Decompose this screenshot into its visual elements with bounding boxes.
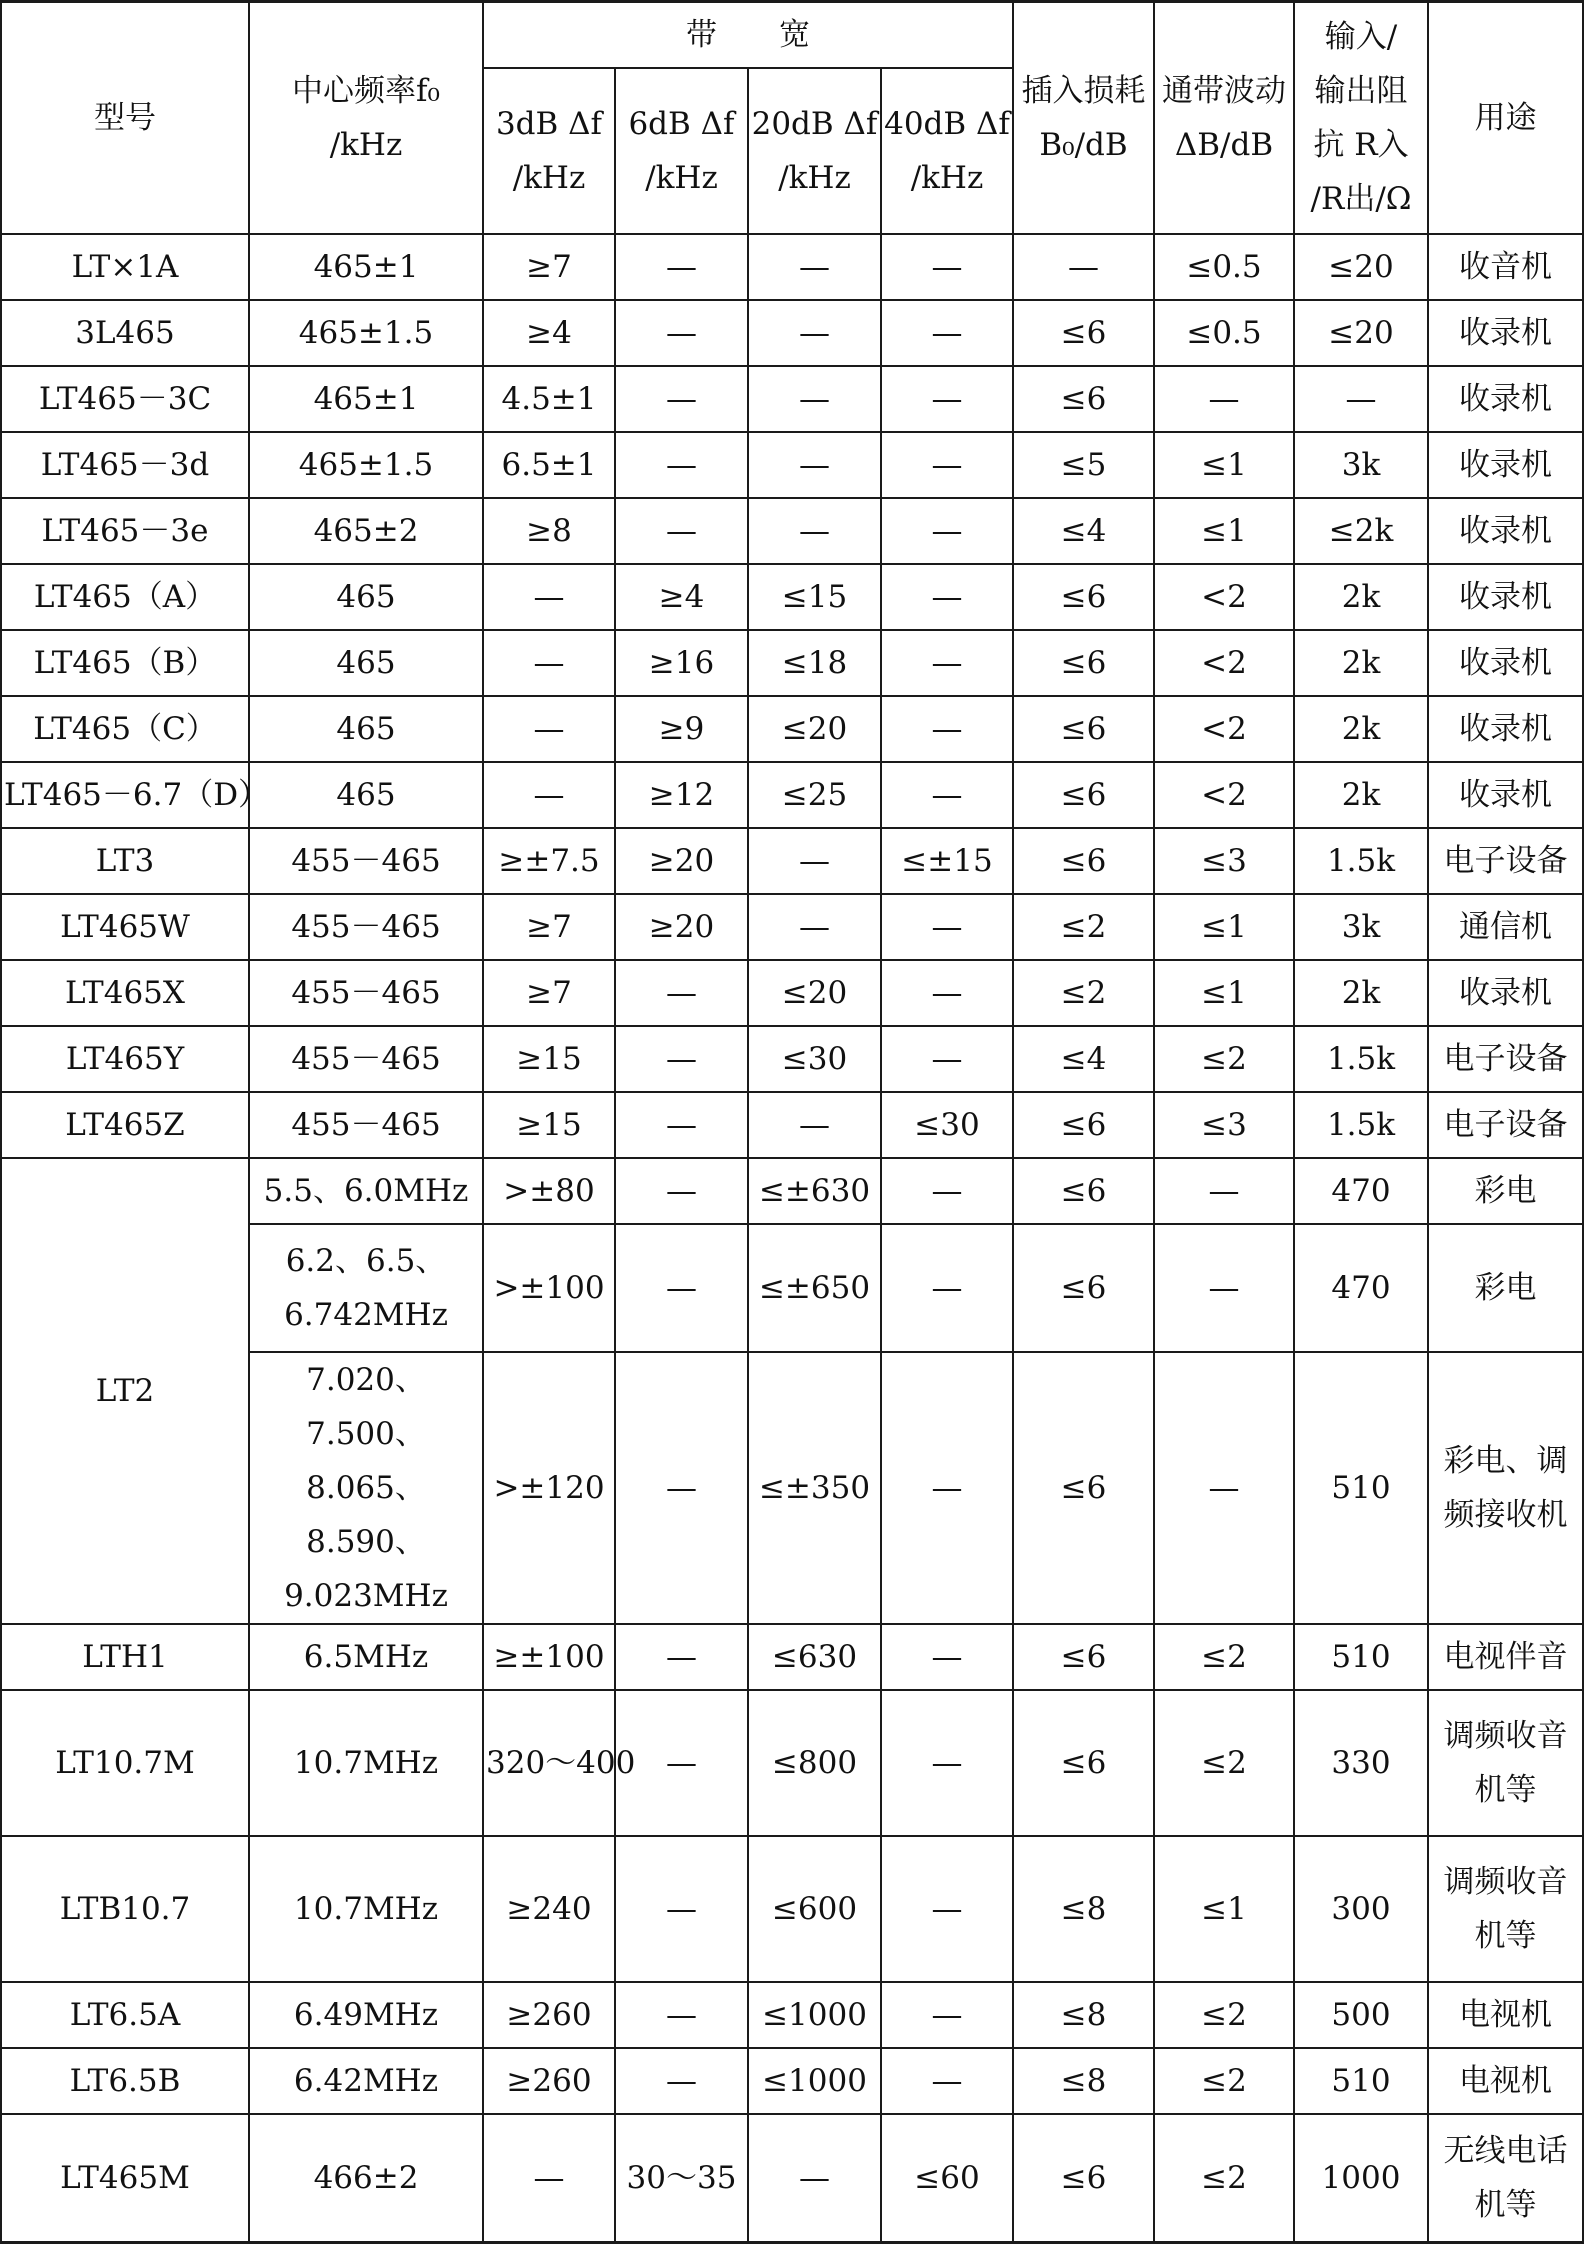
bw-20db-cell: ≤1000: [748, 2048, 881, 2114]
insertion-loss-cell: ≤4: [1013, 1026, 1154, 1092]
bw-3db-cell: 4.5±1: [483, 366, 615, 432]
table-row: [1, 894, 1583, 960]
ripple-cell: —: [1154, 1352, 1294, 1624]
table-row: [1, 1026, 1583, 1092]
bw-6db-cell: —: [615, 1352, 748, 1624]
header-bw-3db: 3dB Δf /kHz: [483, 68, 615, 234]
insertion-loss-cell: ≤8: [1013, 1982, 1154, 2048]
center-frequency-cell: 10.7MHz: [249, 1690, 483, 1836]
impedance-cell: 2k: [1294, 762, 1428, 828]
bw-20db-cell: —: [748, 1092, 881, 1158]
insertion-loss-cell: ≤6: [1013, 1624, 1154, 1690]
usage-cell: 彩电、调 频接收机: [1428, 1352, 1583, 1624]
center-frequency-cell: 455－465: [249, 1026, 483, 1092]
bw-20db-cell: ≤18: [748, 630, 881, 696]
insertion-loss-cell: ≤6: [1013, 300, 1154, 366]
bw-20db-cell: —: [748, 894, 881, 960]
impedance-cell: 1.5k: [1294, 828, 1428, 894]
bw-20db-cell: —: [748, 498, 881, 564]
table-row: [1, 828, 1583, 894]
bw-3db-cell: 6.5±1: [483, 432, 615, 498]
bw-20db-cell: ≤800: [748, 1690, 881, 1836]
bw-40db-cell: —: [881, 1158, 1013, 1224]
usage-cell: 电子设备: [1428, 1092, 1583, 1158]
model-cell: LT465－3d: [1, 432, 249, 498]
bw-3db-cell: >±120: [483, 1352, 615, 1624]
bw-40db-cell: ≤30: [881, 1092, 1013, 1158]
usage-cell: 收录机: [1428, 300, 1583, 366]
ripple-cell: ≤2: [1154, 1690, 1294, 1836]
model-cell: LTB10.7: [1, 1836, 249, 1982]
bw-20db-cell: ≤630: [748, 1624, 881, 1690]
bw-20db-cell: ≤30: [748, 1026, 881, 1092]
usage-cell: 收录机: [1428, 696, 1583, 762]
header-center-frequency: 中心频率f₀ /kHz: [249, 2, 483, 235]
bw-40db-cell: —: [881, 1352, 1013, 1624]
usage-cell: 收录机: [1428, 432, 1583, 498]
model-cell: LT3: [1, 828, 249, 894]
usage-cell: 电子设备: [1428, 828, 1583, 894]
usage-cell: 电子设备: [1428, 1026, 1583, 1092]
ripple-cell: —: [1154, 1158, 1294, 1224]
ripple-cell: ≤0.5: [1154, 234, 1294, 300]
table-row: [1, 762, 1583, 828]
table-row: [1, 960, 1583, 1026]
table-row: [1, 234, 1583, 300]
table-row: [1, 498, 1583, 564]
bw-3db-cell: ≥260: [483, 2048, 615, 2114]
model-cell: 3L465: [1, 300, 249, 366]
bw-3db-cell: —: [483, 564, 615, 630]
insertion-loss-cell: ≤6: [1013, 630, 1154, 696]
center-frequency-cell: 465: [249, 564, 483, 630]
insertion-loss-cell: ≤6: [1013, 696, 1154, 762]
bw-6db-cell: —: [615, 234, 748, 300]
ripple-cell: ≤3: [1154, 1092, 1294, 1158]
model-cell: LT465－3C: [1, 366, 249, 432]
header-insertion-loss: 插入损耗 B₀/dB: [1013, 2, 1154, 235]
usage-cell: 收音机: [1428, 234, 1583, 300]
insertion-loss-cell: ≤6: [1013, 2114, 1154, 2243]
usage-cell: 收录机: [1428, 630, 1583, 696]
header-bw-40db: 40dB Δf /kHz: [881, 68, 1013, 234]
bw-20db-cell: ≤20: [748, 696, 881, 762]
impedance-cell: 510: [1294, 1352, 1428, 1624]
header-bw-6db: 6dB Δf /kHz: [615, 68, 748, 234]
center-frequency-cell: 465±2: [249, 498, 483, 564]
center-frequency-cell: 6.42MHz: [249, 2048, 483, 2114]
table-row: [1, 366, 1583, 432]
insertion-loss-cell: ≤4: [1013, 498, 1154, 564]
center-frequency-cell: 455－465: [249, 828, 483, 894]
insertion-loss-cell: ≤8: [1013, 2048, 1154, 2114]
insertion-loss-cell: ≤6: [1013, 828, 1154, 894]
bw-40db-cell: —: [881, 1026, 1013, 1092]
usage-cell: 电视机: [1428, 2048, 1583, 2114]
bw-40db-cell: —: [881, 564, 1013, 630]
ripple-cell: —: [1154, 366, 1294, 432]
impedance-cell: 510: [1294, 2048, 1428, 2114]
model-cell: LT6.5B: [1, 2048, 249, 2114]
table-row: [1, 1982, 1583, 2048]
table-row: [1, 432, 1583, 498]
ripple-cell: ≤3: [1154, 828, 1294, 894]
ripple-cell: ≤2: [1154, 2114, 1294, 2243]
center-frequency-cell: 455－465: [249, 960, 483, 1026]
center-frequency-cell: 465: [249, 762, 483, 828]
insertion-loss-cell: ≤2: [1013, 894, 1154, 960]
bw-3db-cell: ≥±7.5: [483, 828, 615, 894]
bw-40db-cell: —: [881, 1224, 1013, 1352]
usage-cell: 通信机: [1428, 894, 1583, 960]
bw-3db-cell: ≥4: [483, 300, 615, 366]
center-frequency-cell: 465: [249, 630, 483, 696]
bw-6db-cell: —: [615, 1690, 748, 1836]
bw-40db-cell: —: [881, 366, 1013, 432]
table-row: [1, 564, 1583, 630]
header-usage: 用途: [1428, 2, 1583, 235]
insertion-loss-cell: ≤6: [1013, 366, 1154, 432]
insertion-loss-cell: ≤6: [1013, 1352, 1154, 1624]
usage-cell: 电视伴音: [1428, 1624, 1583, 1690]
table-row: [1, 1836, 1583, 1982]
usage-cell: 彩电: [1428, 1224, 1583, 1352]
bw-6db-cell: —: [615, 300, 748, 366]
bw-6db-cell: —: [615, 2048, 748, 2114]
bw-6db-cell: —: [615, 498, 748, 564]
table-row: [1, 1624, 1583, 1690]
bw-3db-cell: —: [483, 696, 615, 762]
bw-6db-cell: —: [615, 1026, 748, 1092]
table-row: [1, 1092, 1583, 1158]
center-frequency-cell: 465: [249, 696, 483, 762]
bw-6db-cell: —: [615, 960, 748, 1026]
bw-40db-cell: —: [881, 2048, 1013, 2114]
ripple-cell: —: [1154, 1224, 1294, 1352]
bw-20db-cell: ≤25: [748, 762, 881, 828]
bw-40db-cell: —: [881, 960, 1013, 1026]
center-frequency-cell: 6.5MHz: [249, 1624, 483, 1690]
insertion-loss-cell: ≤6: [1013, 1158, 1154, 1224]
bw-40db-cell: —: [881, 498, 1013, 564]
usage-cell: 无线电话 机等: [1428, 2114, 1583, 2243]
bw-40db-cell: —: [881, 696, 1013, 762]
bw-6db-cell: ≥4: [615, 564, 748, 630]
bw-20db-cell: ≤±630: [748, 1158, 881, 1224]
ripple-cell: ≤1: [1154, 498, 1294, 564]
bw-6db-cell: —: [615, 1092, 748, 1158]
table-row: [1, 300, 1583, 366]
center-frequency-cell: 465±1: [249, 234, 483, 300]
ripple-cell: <2: [1154, 696, 1294, 762]
ripple-cell: ≤2: [1154, 2048, 1294, 2114]
bw-6db-cell: ≥16: [615, 630, 748, 696]
model-cell: LT465M: [1, 2114, 249, 2243]
impedance-cell: 1.5k: [1294, 1092, 1428, 1158]
bw-6db-cell: —: [615, 1836, 748, 1982]
usage-cell: 收录机: [1428, 366, 1583, 432]
bw-3db-cell: —: [483, 762, 615, 828]
ripple-cell: ≤1: [1154, 960, 1294, 1026]
bw-20db-cell: ≤±650: [748, 1224, 881, 1352]
bw-40db-cell: —: [881, 1690, 1013, 1836]
insertion-loss-cell: ≤6: [1013, 564, 1154, 630]
bw-6db-cell: ≥12: [615, 762, 748, 828]
model-cell: LT465Z: [1, 1092, 249, 1158]
impedance-cell: 330: [1294, 1690, 1428, 1836]
bw-6db-cell: ≥20: [615, 894, 748, 960]
header-model: 型号: [1, 2, 249, 235]
model-cell: LT465X: [1, 960, 249, 1026]
bw-6db-cell: —: [615, 366, 748, 432]
model-cell: LT465（A）: [1, 564, 249, 630]
bw-40db-cell: —: [881, 1982, 1013, 2048]
bw-3db-cell: ≥15: [483, 1026, 615, 1092]
center-frequency-cell: 466±2: [249, 2114, 483, 2243]
usage-cell: 收录机: [1428, 564, 1583, 630]
bw-40db-cell: —: [881, 1624, 1013, 1690]
center-frequency-cell: 465±1: [249, 366, 483, 432]
center-frequency-cell: 10.7MHz: [249, 1836, 483, 1982]
bw-6db-cell: ≥20: [615, 828, 748, 894]
model-cell: LT465Y: [1, 1026, 249, 1092]
usage-cell: 收录机: [1428, 498, 1583, 564]
ripple-cell: ≤1: [1154, 894, 1294, 960]
header-bandwidth: 带 宽: [483, 2, 1013, 69]
insertion-loss-cell: ≤2: [1013, 960, 1154, 1026]
bw-20db-cell: —: [748, 2114, 881, 2243]
insertion-loss-cell: ≤6: [1013, 1690, 1154, 1836]
bw-40db-cell: ≤±15: [881, 828, 1013, 894]
impedance-cell: 510: [1294, 1624, 1428, 1690]
bw-6db-cell: ≥9: [615, 696, 748, 762]
bw-40db-cell: —: [881, 762, 1013, 828]
header-impedance: 输入/ 输出阻 抗 R入 /R出/Ω: [1294, 2, 1428, 235]
center-frequency-cell: 6.2、6.5、 6.742MHz: [249, 1224, 483, 1352]
impedance-cell: 2k: [1294, 696, 1428, 762]
header-passband-ripple: 通带波动 ΔB/dB: [1154, 2, 1294, 235]
impedance-cell: 470: [1294, 1158, 1428, 1224]
bw-40db-cell: —: [881, 432, 1013, 498]
model-cell: LT465（B）: [1, 630, 249, 696]
insertion-loss-cell: —: [1013, 234, 1154, 300]
model-cell: LT×1A: [1, 234, 249, 300]
bw-20db-cell: ≤20: [748, 960, 881, 1026]
bw-6db-cell: 30～35: [615, 2114, 748, 2243]
usage-cell: 收录机: [1428, 762, 1583, 828]
impedance-cell: ≤20: [1294, 234, 1428, 300]
bw-40db-cell: ≤60: [881, 2114, 1013, 2243]
table-row: [1, 1690, 1583, 1836]
model-cell: LT2: [1, 1158, 249, 1624]
ripple-cell: ≤2: [1154, 1982, 1294, 2048]
bw-20db-cell: ≤1000: [748, 1982, 881, 2048]
usage-cell: 调频收音 机等: [1428, 1690, 1583, 1836]
bw-3db-cell: ≥8: [483, 498, 615, 564]
bw-40db-cell: —: [881, 630, 1013, 696]
impedance-cell: 2k: [1294, 960, 1428, 1026]
bw-3db-cell: —: [483, 630, 615, 696]
bw-3db-cell: ≥7: [483, 960, 615, 1026]
impedance-cell: 3k: [1294, 894, 1428, 960]
bw-3db-cell: ≥7: [483, 234, 615, 300]
table-row: [1, 1158, 1583, 1224]
bw-40db-cell: —: [881, 894, 1013, 960]
impedance-cell: ≤2k: [1294, 498, 1428, 564]
bw-3db-cell: 320～400: [483, 1690, 615, 1836]
center-frequency-cell: 465±1.5: [249, 432, 483, 498]
impedance-cell: 1000: [1294, 2114, 1428, 2243]
bw-3db-cell: —: [483, 2114, 615, 2243]
ripple-cell: ≤2: [1154, 1026, 1294, 1092]
insertion-loss-cell: ≤6: [1013, 1092, 1154, 1158]
impedance-cell: 1.5k: [1294, 1026, 1428, 1092]
insertion-loss-cell: ≤6: [1013, 762, 1154, 828]
bw-20db-cell: —: [748, 432, 881, 498]
impedance-cell: —: [1294, 366, 1428, 432]
impedance-cell: 2k: [1294, 630, 1428, 696]
center-frequency-cell: 465±1.5: [249, 300, 483, 366]
center-frequency-cell: 5.5、6.0MHz: [249, 1158, 483, 1224]
bw-20db-cell: —: [748, 828, 881, 894]
bw-6db-cell: —: [615, 1224, 748, 1352]
insertion-loss-cell: ≤5: [1013, 432, 1154, 498]
usage-cell: 调频收音 机等: [1428, 1836, 1583, 1982]
insertion-loss-cell: ≤8: [1013, 1836, 1154, 1982]
bw-20db-cell: ≤±350: [748, 1352, 881, 1624]
ripple-cell: <2: [1154, 564, 1294, 630]
center-frequency-cell: 455－465: [249, 894, 483, 960]
impedance-cell: 2k: [1294, 564, 1428, 630]
bw-3db-cell: ≥7: [483, 894, 615, 960]
bw-20db-cell: —: [748, 234, 881, 300]
bw-20db-cell: ≤15: [748, 564, 881, 630]
center-frequency-cell: 7.020、7.500、 8.065、8.590、 9.023MHz: [249, 1352, 483, 1624]
bw-40db-cell: —: [881, 1836, 1013, 1982]
model-cell: LTH1: [1, 1624, 249, 1690]
impedance-cell: 470: [1294, 1224, 1428, 1352]
impedance-cell: 300: [1294, 1836, 1428, 1982]
bw-3db-cell: ≥15: [483, 1092, 615, 1158]
bw-3db-cell: >±100: [483, 1224, 615, 1352]
model-cell: LT465（C）: [1, 696, 249, 762]
table-row: [1, 2114, 1583, 2243]
usage-cell: 彩电: [1428, 1158, 1583, 1224]
model-cell: LT465－3e: [1, 498, 249, 564]
bw-3db-cell: >±80: [483, 1158, 615, 1224]
bw-3db-cell: ≥240: [483, 1836, 615, 1982]
ripple-cell: ≤2: [1154, 1624, 1294, 1690]
impedance-cell: ≤20: [1294, 300, 1428, 366]
insertion-loss-cell: ≤6: [1013, 1224, 1154, 1352]
bw-3db-cell: ≥±100: [483, 1624, 615, 1690]
model-cell: LT6.5A: [1, 1982, 249, 2048]
ripple-cell: <2: [1154, 762, 1294, 828]
bw-40db-cell: —: [881, 234, 1013, 300]
center-frequency-cell: 455－465: [249, 1092, 483, 1158]
model-cell: LT465－6.7（D）: [1, 762, 249, 828]
ripple-cell: ≤0.5: [1154, 300, 1294, 366]
bw-6db-cell: —: [615, 1158, 748, 1224]
table-row: [1, 630, 1583, 696]
table-row: [1, 2048, 1583, 2114]
table-row: [1, 696, 1583, 762]
ripple-cell: ≤1: [1154, 1836, 1294, 1982]
impedance-cell: 3k: [1294, 432, 1428, 498]
impedance-cell: 500: [1294, 1982, 1428, 2048]
header-bw-20db: 20dB Δf /kHz: [748, 68, 881, 234]
usage-cell: 收录机: [1428, 960, 1583, 1026]
bw-6db-cell: —: [615, 1982, 748, 2048]
bw-40db-cell: —: [881, 300, 1013, 366]
bw-3db-cell: ≥260: [483, 1982, 615, 2048]
ripple-cell: ≤1: [1154, 432, 1294, 498]
center-frequency-cell: 6.49MHz: [249, 1982, 483, 2048]
bw-6db-cell: —: [615, 1624, 748, 1690]
bw-6db-cell: —: [615, 432, 748, 498]
bw-20db-cell: ≤600: [748, 1836, 881, 1982]
bw-20db-cell: —: [748, 366, 881, 432]
usage-cell: 电视机: [1428, 1982, 1583, 2048]
ripple-cell: <2: [1154, 630, 1294, 696]
model-cell: LT465W: [1, 894, 249, 960]
bw-20db-cell: —: [748, 300, 881, 366]
model-cell: LT10.7M: [1, 1690, 249, 1836]
